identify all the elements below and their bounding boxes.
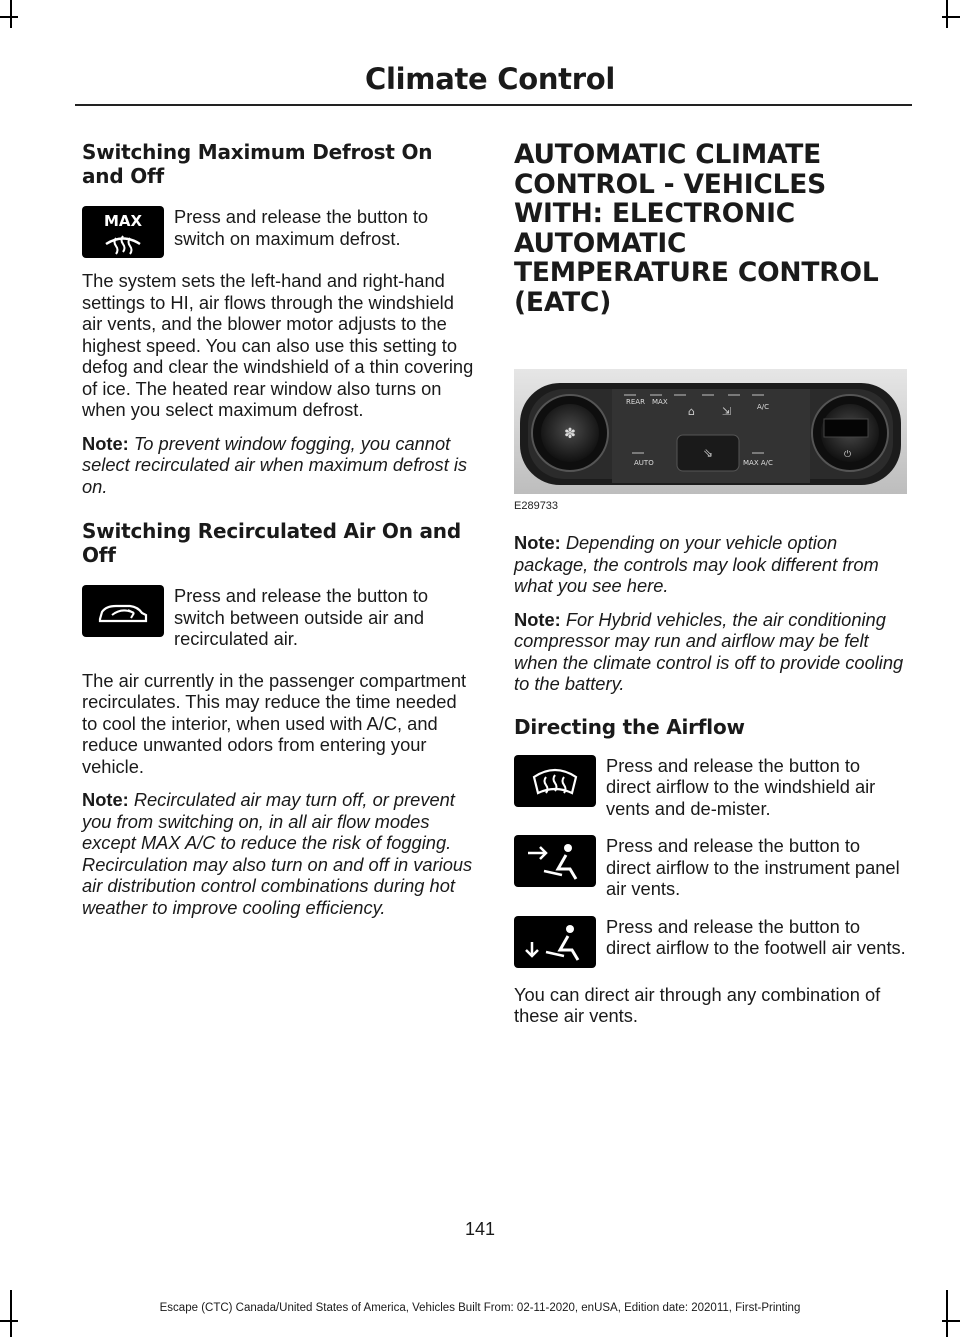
note-text: Recirculated air may turn off, or prevent you from switching on, in all air flow modes except MAX A/C to reduce the risk of fogging. Recirculation may also turn on and off in various air distribution control combinations during hot weather to improve cooling efficiency. <box>82 789 473 918</box>
max-defrost-heading: Switching Maximum Defrost On and Off <box>82 140 433 188</box>
footer: Escape (CTC) Canada/United States of America, Vehicles Built From: 02-11-2020, enUSA, Edition date: 202011, First-Printing <box>159 1302 801 1314</box>
crop-mark <box>946 0 948 28</box>
max-defrost-row <box>82 206 476 258</box>
crop-mark <box>942 16 960 18</box>
airflow-body: You can direct air through any combination of these air vents. <box>514 983 881 1026</box>
recirc-body: The air currently in the passenger compartment recirculates. This may reduce the time needed to cool the interior, when used with A/C, and reduce unwanted odors from entering your vehicle. <box>82 669 467 777</box>
footwell-vent-icon <box>514 916 596 968</box>
panel-vent-instruction: Press and release the button to direct airflow to the instrument panel air vents. <box>606 835 900 899</box>
max-defrost-body: The system sets the left-hand and right-hand settings to HI, air flows through the windshield air vents, and the blower motor adjusts to the highest speed. You can also use this setting to defog and clear the windshield of a thin covering of ice. The heated rear window also turns on when you select maximum defrost. <box>82 270 474 420</box>
note-text: For Hybrid vehicles, the air conditioning compressor may run and airflow may be felt when the climate control is off to provide cooling to the battery. <box>514 608 904 694</box>
climate-control-panel-image <box>514 369 907 494</box>
image-id: E289733 <box>514 500 559 512</box>
max-label: MAX <box>652 398 668 406</box>
windshield-instruction: Press and release the button to direct airflow to the windshield air vents and de-mister. <box>606 754 876 819</box>
svg-text:✽: ✽ <box>564 426 576 442</box>
svg-text:⏻: ⏻ <box>844 450 852 460</box>
note-label: Note: <box>514 532 561 553</box>
windshield-defrost-icon <box>514 755 596 807</box>
note-text: To prevent window fogging, you cannot select recirculated air when maximum defrost is on. <box>82 432 468 497</box>
note-label: Note: <box>82 789 129 810</box>
page-number: 141 <box>464 1219 496 1239</box>
recirc-instruction: Press and release the button to switch between outside air and recirculated air. <box>174 585 429 649</box>
note-label: Note: <box>82 432 129 454</box>
svg-text:⌂: ⌂ <box>688 405 695 418</box>
note-hybrid <box>514 609 908 695</box>
rear-label: REAR <box>626 398 645 406</box>
left-column <box>82 140 476 930</box>
ac-label: A/C <box>757 403 770 411</box>
airflow-heading: Directing the Airflow <box>514 714 745 739</box>
crop-mark <box>942 1320 960 1322</box>
panel-vent-row <box>514 835 908 900</box>
auto-label: AUTO <box>634 459 654 467</box>
footwell-instruction: Press and release the button to direct airflow to the footwell air vents. <box>606 915 906 958</box>
recirc-note <box>82 789 476 918</box>
header-divider <box>75 104 912 106</box>
right-column <box>514 140 908 1039</box>
page-title: Climate Control <box>365 62 615 96</box>
windshield-row <box>514 755 908 820</box>
note-text: Depending on your vehicle option package, the controls may look different from what you see here. <box>514 532 879 596</box>
crop-mark <box>10 0 12 28</box>
max-defrost-instruction: Press and release the button to switch on maximum defrost. <box>174 206 429 249</box>
note-label: Note: <box>514 608 561 630</box>
recirculation-icon <box>82 585 164 637</box>
max-icon-label: MAX <box>103 212 143 230</box>
max-ac-label: MAX A/C <box>743 459 773 467</box>
recirc-heading: Switching Recirculated Air On and Off <box>82 519 461 567</box>
max-defrost-icon <box>82 206 164 258</box>
footwell-row <box>514 916 908 968</box>
crop-mark <box>0 1320 18 1322</box>
note-options <box>514 532 908 597</box>
crop-mark <box>0 16 18 18</box>
svg-text:⇘: ⇘ <box>702 446 714 460</box>
recirc-row <box>82 585 476 650</box>
svg-text:⇲: ⇲ <box>722 405 732 418</box>
max-defrost-note <box>82 433 476 498</box>
panel-vent-icon <box>514 835 596 887</box>
section-heading: AUTOMATIC CLIMATE CONTROL - VEHICLES WITH: ELECTRONIC AUTOMATIC TEMPERATURE CONTROL (EATC) <box>514 139 879 318</box>
